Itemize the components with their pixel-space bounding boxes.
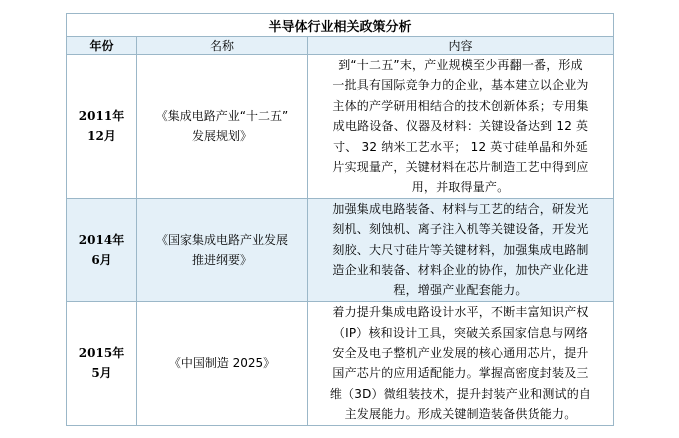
policy-name-line: 《国家集成电路产业发展 bbox=[155, 232, 288, 247]
row-year bbox=[67, 301, 137, 425]
content-line: 安全及电子整机产业发展的核心通用芯片，提升 bbox=[332, 345, 589, 360]
content-line: 用，并取得量产。 bbox=[411, 180, 510, 195]
content-line: 主发展能力。形成关键制造装备供货能力。 bbox=[344, 407, 577, 422]
content-line: 片实现量产，关键材料在芯片制造工艺中得到应 bbox=[332, 160, 589, 175]
header-name: 名称 bbox=[137, 37, 308, 55]
table-title: 半导体行业相关政策分析 bbox=[67, 14, 614, 37]
month-line: 12月 bbox=[87, 129, 116, 144]
year-line: 2015年 bbox=[78, 346, 125, 361]
header-year: 年份 bbox=[67, 37, 137, 55]
header-content: 内容 bbox=[308, 37, 614, 55]
table-row bbox=[67, 55, 614, 199]
policy-table-container bbox=[66, 13, 613, 426]
content-line: 维（3D）微组装技术，提升封装产业和测试的自 bbox=[329, 386, 592, 401]
row-year bbox=[67, 55, 137, 199]
content-line: 国产芯片的应用适配能力。掌握高密度封装及三 bbox=[332, 366, 589, 381]
content-line: 主体的产学研用相结合的技术创新体系；专用集 bbox=[332, 98, 589, 113]
content-line: 着力提升集成电路设计水平，不断丰富知识产权 bbox=[332, 305, 589, 320]
row-year bbox=[67, 198, 137, 301]
content-line: 加强集成电路装备、材料与工艺的结合，研发光 bbox=[332, 201, 589, 216]
year-line: 2011年 bbox=[78, 109, 125, 124]
table-title-row bbox=[67, 14, 614, 37]
month-line: 6月 bbox=[91, 252, 112, 267]
row-content bbox=[308, 55, 614, 199]
policy-name-line: 《中国制造 2025》 bbox=[168, 356, 276, 371]
policy-name-line: 《集成电路产业“十二五” bbox=[155, 109, 289, 124]
content-line: 成电路设备、仪器及材料：关键设备达到 12 英 bbox=[332, 119, 589, 134]
policy-name-line: 推进纲要》 bbox=[191, 252, 252, 267]
row-policy-name bbox=[137, 55, 308, 199]
row-policy-name bbox=[137, 198, 308, 301]
policy-name-line: 发展规划》 bbox=[191, 129, 252, 144]
table-row bbox=[67, 198, 614, 301]
row-content bbox=[308, 301, 614, 425]
year-line: 2014年 bbox=[78, 232, 125, 247]
table-header-row bbox=[67, 37, 614, 55]
content-line: 刻胶、大尺寸硅片等关键材料，加强集成电路制 bbox=[332, 242, 589, 257]
content-line: 刻机、刻蚀机、离子注入机等关键设备，开发光 bbox=[332, 222, 589, 237]
month-line: 5月 bbox=[91, 366, 112, 381]
content-line: 一批具有国际竞争力的企业，基本建立以企业为 bbox=[332, 78, 589, 93]
row-policy-name bbox=[137, 301, 308, 425]
row-content bbox=[308, 198, 614, 301]
content-line: 到“十二五”末，产业规模至少再翻一番，形成 bbox=[338, 58, 583, 72]
content-line: 程，增强产业配套能力。 bbox=[393, 283, 528, 298]
content-line: 造企业和装备、材料企业的协作，加快产业化进 bbox=[332, 263, 589, 278]
table-row bbox=[67, 301, 614, 425]
policy-table bbox=[66, 13, 614, 426]
content-line: 寸、 32 纳米工艺水平； 12 英寸硅单晶和外延 bbox=[333, 139, 588, 154]
content-line: （IP）核和设计工具，突破关系国家信息与网络 bbox=[332, 325, 589, 340]
